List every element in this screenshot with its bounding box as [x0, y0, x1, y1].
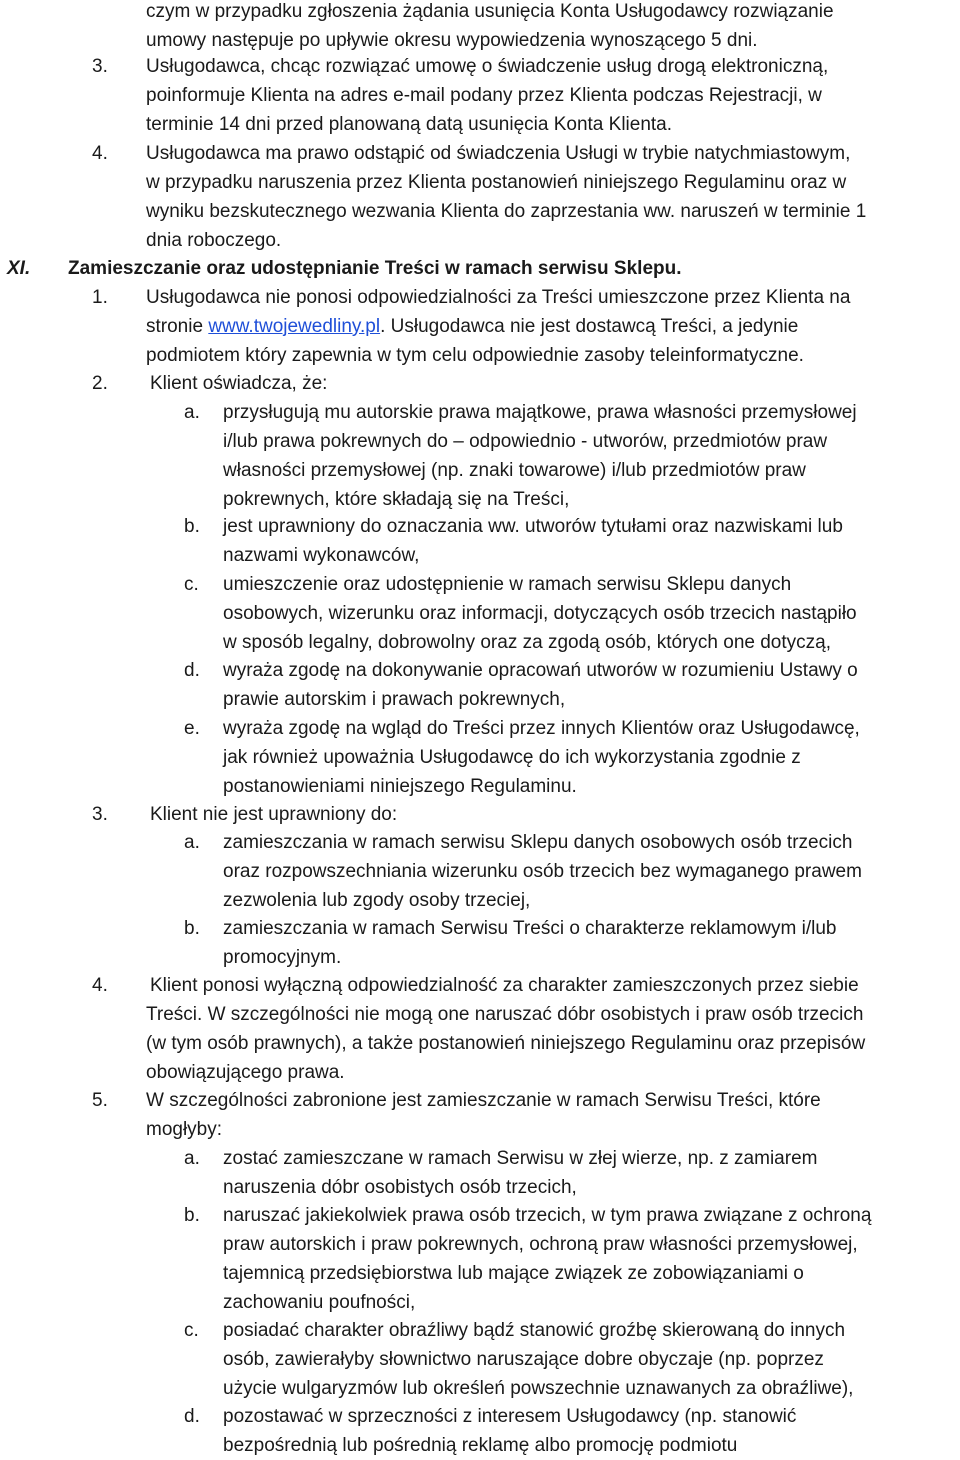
text-line: pokrewnych, które składają się na Treści, — [223, 489, 570, 510]
text-line: bezpośrednią lub pośrednią reklamę albo promocję podmiotu — [223, 1435, 738, 1456]
continuation-paragraph — [146, 0, 834, 55]
text-line: W szczególności zabronione jest zamieszczanie w ramach Serwisu Treści, które — [146, 1090, 821, 1111]
text-line: czym w przypadku zgłoszenia żądania usunięcia Konta Usługodawcy rozwiązanie — [146, 1, 834, 22]
list-number: 4. — [92, 975, 108, 996]
list-letter: b. — [184, 918, 200, 939]
text-line: nazwami wykonawców, — [223, 545, 420, 566]
text-line: dnia roboczego. — [146, 230, 282, 251]
list-letter: c. — [184, 1320, 199, 1341]
list-number: 3. — [92, 804, 108, 825]
text-line: poinformuje Klienta na adres e-mail podany przez Klienta podczas Rejestracji, w — [146, 85, 822, 106]
list-item-2c — [223, 570, 857, 657]
list-item-5c — [223, 1316, 853, 1403]
text-line: oraz rozpowszechniania wizerunku osób trzecich bez wymaganego prawem — [223, 861, 862, 882]
text-line: osobowych, wizerunku oraz informacji, dotyczących osób trzecich nastąpiło — [223, 603, 857, 624]
text-line: postanowieniami niniejszego Regulaminu. — [223, 776, 577, 797]
text-line: obowiązującego prawa. — [146, 1062, 345, 1083]
text-line: przysługują mu autorskie prawa majątkowe, prawa własności przemysłowej — [223, 402, 857, 423]
website-link[interactable]: www.twojewedliny.pl — [208, 316, 381, 337]
text-line: (w tym osób prawnych), a także postanowień niniejszego Regulaminu oraz przepisów — [146, 1033, 866, 1054]
list-item-5b — [223, 1201, 871, 1317]
text-line: umowy następuje po upływie okresu wypowiedzenia wynoszącego 5 dni. — [146, 30, 758, 51]
text-line: wyniku bezskutecznego wezwania Klienta do zaprzestania ww. naruszeń w terminie 1 — [146, 201, 867, 222]
paragraph-3 — [146, 52, 828, 139]
text-line: pozostawać w sprzeczności z interesem Usługodawcy (np. stanowić — [223, 1406, 797, 1427]
list-letter: c. — [184, 574, 199, 595]
text-line: i/lub prawa pokrewnych do – odpowiednio - utworów, przedmiotów praw — [223, 431, 828, 452]
text-line: zachowaniu poufności, — [223, 1292, 416, 1313]
text-line: praw autorskich i praw pokrewnych, ochroną praw własności przemysłowej, — [223, 1234, 858, 1255]
text-line: Treści. W szczególności nie mogą one naruszać dóbr osobistych i praw osób trzecich — [146, 1004, 864, 1025]
list-letter: b. — [184, 1205, 200, 1226]
text-line: wyraża zgodę na dokonywanie opracowań utworów w rozumieniu Ustawy o — [223, 660, 858, 681]
text-line: podmiotem który zapewnia w tym celu odpowiednie zasoby teleinformatyczne. — [146, 345, 804, 366]
list-item-2b — [223, 512, 843, 570]
list-letter: a. — [184, 1148, 200, 1169]
text-line: naruszać jakiekolwiek prawa osób trzecich, w tym prawa związane z ochroną — [223, 1205, 872, 1226]
text-line: jak również upoważnia Usługodawcę do ich wykorzystania zgodnie z — [223, 747, 801, 768]
list-item-5d — [223, 1402, 796, 1460]
list-item-2e — [223, 714, 860, 801]
list-item-2a — [223, 398, 857, 514]
text-fragment: . Usługodawca nie jest dostawcą Treści, a jedynie — [380, 316, 799, 337]
text-fragment: stronie — [146, 316, 209, 337]
list-letter: a. — [184, 832, 200, 853]
text-line: zezwolenia lub zgody osoby trzeciej, — [223, 890, 531, 911]
text-line: w sposób legalny, dobrowolny oraz za zgodą osób, których one dotyczą, — [223, 632, 831, 653]
text-line: zamieszczania w ramach Serwisu Treści o charakterze reklamowym i/lub — [223, 918, 837, 939]
list-letter: a. — [184, 402, 200, 423]
text-line: prawie autorskim i prawach pokrewnych, — [223, 689, 566, 710]
list-number: 2. — [92, 373, 108, 394]
text-line-with-link — [146, 312, 850, 341]
section-title: Zamieszczanie oraz udostępnianie Treści w ramach serwisu Sklepu. — [68, 258, 682, 279]
text-line: własności przemysłowej (np. znaki towarowe) i/lub przedmiotów praw — [223, 460, 806, 481]
list-number: 1. — [92, 287, 108, 308]
text-line: zamieszczania w ramach serwisu Sklepu danych osobowych osób trzecich — [223, 832, 853, 853]
list-item-3a — [223, 828, 862, 915]
text-line: umieszczenie oraz udostępnienie w ramach serwisu Sklepu danych — [223, 574, 792, 595]
paragraph-s4-cont — [146, 1000, 865, 1087]
list-letter: b. — [184, 516, 200, 537]
text-line: naruszenia dóbr osobistych osób trzecich, — [223, 1177, 577, 1198]
text-line: Klient ponosi wyłączną odpowiedzialność za charakter zamieszczonych przez siebie — [150, 975, 859, 996]
list-intro: Klient nie jest uprawniony do: — [150, 804, 398, 825]
list-letter: e. — [184, 718, 200, 739]
list-item-3b — [223, 914, 836, 972]
text-line: promocyjnym. — [223, 947, 342, 968]
text-line: Usługodawca nie ponosi odpowiedzialności za Treści umieszczone przez Klienta na — [146, 287, 851, 308]
paragraph-s1 — [146, 283, 850, 370]
text-line: posiadać charakter obraźliwy bądź stanowić groźbę skierowaną do innych — [223, 1320, 846, 1341]
text-line: Usługodawca ma prawo odstąpić od świadczenia Usługi w trybie natychmiastowym, — [146, 143, 851, 164]
list-item-5a — [223, 1144, 817, 1202]
text-line: osób, zawierałyby słownictwo naruszające dobre obyczaje (np. poprzez — [223, 1349, 824, 1370]
text-line: użycie wulgaryzmów lub określeń powszechnie uznawanych za obraźliwe), — [223, 1378, 854, 1399]
text-line: tajemnicą przedsiębiorstwa lub mające związek ze zobowiązaniami o — [223, 1263, 804, 1284]
text-line: mogłyby: — [146, 1119, 223, 1140]
text-line: w przypadku naruszenia przez Klienta postanowień niniejszego Regulaminu oraz w — [146, 172, 847, 193]
list-number: 5. — [92, 1090, 108, 1111]
list-letter: d. — [184, 660, 200, 681]
text-line: zostać zamieszczane w ramach Serwisu w złej wierze, np. z zamiarem — [223, 1148, 818, 1169]
text-line: jest uprawniony do oznaczania ww. utworów tytułami oraz nazwiskami lub — [223, 516, 843, 537]
paragraph-4 — [146, 139, 866, 255]
list-item-2d — [223, 656, 858, 714]
text-line: terminie 14 dni przed planowaną datą usunięcia Konta Klienta. — [146, 114, 673, 135]
text-line: Usługodawca, chcąc rozwiązać umowę o świadczenie usług drogą elektroniczną, — [146, 56, 829, 77]
list-letter: d. — [184, 1406, 200, 1427]
text-line: wyraża zgodę na wgląd do Treści przez innych Klientów oraz Usługodawcę, — [223, 718, 860, 739]
paragraph-s5 — [146, 1086, 821, 1144]
list-number: 3. — [92, 56, 108, 77]
section-number: XI. — [7, 258, 31, 279]
list-intro: Klient oświadcza, że: — [150, 373, 328, 394]
paragraph-s4 — [150, 971, 859, 1000]
list-number: 4. — [92, 143, 108, 164]
